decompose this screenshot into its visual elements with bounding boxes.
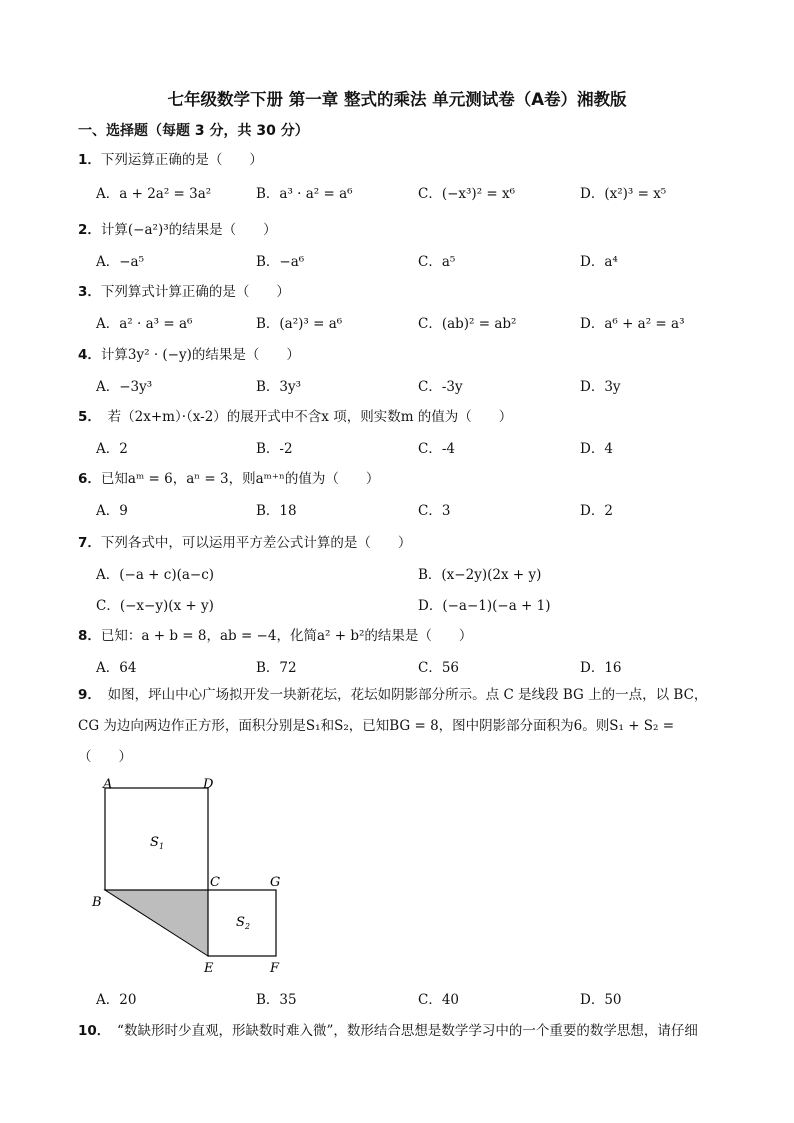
option-a: A．9 xyxy=(96,503,128,519)
question-stem: 若（2x+m）·（x-2）的展开式中不含x 项，则实数m 的值为（ ） xyxy=(94,409,513,425)
option-c: C．56 xyxy=(418,660,460,676)
label-a: A xyxy=(103,777,113,792)
option-a: A．−3y³ xyxy=(96,379,153,395)
label-s1: S xyxy=(150,835,159,850)
question-number: 1． xyxy=(78,152,101,168)
question-9-line-3: （ ） xyxy=(78,749,132,765)
option-b: B．72 xyxy=(256,660,297,676)
question-9-line-1 xyxy=(78,680,748,711)
question-stem: 下列各式中，可以运用平方差公式计算的是（ ） xyxy=(100,535,412,551)
option-d: D．16 xyxy=(580,660,622,676)
shaded-region xyxy=(105,890,208,956)
option-d: D．a⁴ xyxy=(580,254,618,270)
label-f: F xyxy=(270,961,280,976)
option-d: D．50 xyxy=(580,992,622,1008)
question-stem: “数缺形时少直观，形缺数时难入微”，数形结合思想是数学学习中的一个重要的数学思想，请仔细 xyxy=(103,1023,698,1039)
option-c: C．(−x−y)(x + y) xyxy=(96,598,214,614)
question-number: 2． xyxy=(78,222,101,238)
option-d: D．(x²)³ = x⁵ xyxy=(580,186,667,202)
label-s1-subscript: 1 xyxy=(159,842,165,851)
question-3 xyxy=(78,280,290,300)
question-stem: 下列运算正确的是（ ） xyxy=(100,152,263,168)
option-c: C．a⁵ xyxy=(418,254,456,270)
question-stem: 下列算式计算正确的是（ ） xyxy=(100,284,290,300)
section-heading: 一、选择题（每题 3 分，共 30 分） xyxy=(78,123,309,139)
label-g: G xyxy=(270,875,281,890)
question-stem: 计算3y² · (−y)的结果是（ ） xyxy=(100,347,300,363)
option-b: B．a³ · a² = a⁶ xyxy=(256,186,353,202)
label-b: B xyxy=(92,895,102,910)
question-number: 6． xyxy=(78,471,101,487)
question-number: 7． xyxy=(78,535,101,551)
option-b: B．3y³ xyxy=(256,379,302,395)
question-10 xyxy=(78,1019,698,1039)
option-d: D．(−a−1)(−a + 1) xyxy=(418,598,551,614)
option-c: C．-4 xyxy=(418,441,455,457)
question-2 xyxy=(78,218,277,238)
label-s2: S xyxy=(236,915,245,930)
question-8 xyxy=(78,624,472,644)
question-7 xyxy=(78,531,411,551)
geometry-figure xyxy=(88,774,298,980)
label-d: D xyxy=(203,777,214,792)
question-5 xyxy=(78,405,512,425)
question-number: 9． xyxy=(78,687,95,703)
option-c: C．3 xyxy=(418,503,451,519)
question-number: 8． xyxy=(78,628,101,644)
question-9-line-2: CG 为边向两边作正方形，面积分别是S₁和S₂，已知BG = 8，图中阴影部分面积为6。则S₁ + S₂ = xyxy=(78,718,675,734)
option-c: C．(−x³)² = x⁶ xyxy=(418,186,516,202)
question-number: 5． xyxy=(78,409,95,425)
option-b: B．18 xyxy=(256,503,297,519)
page-title: 七年级数学下册 第一章 整式的乘法 单元测试卷（A卷）湘教版 xyxy=(167,90,627,109)
option-b: B．(x−2y)(2x + y) xyxy=(418,567,542,583)
label-c: C xyxy=(210,875,220,890)
label-s2-subscript: 2 xyxy=(245,922,251,931)
option-b: B．(a²)³ = a⁶ xyxy=(256,316,343,332)
option-b: B．-2 xyxy=(256,441,293,457)
question-1 xyxy=(78,148,263,168)
question-stem: 如图，坪山中心广场拟开发一块新花坛，花坛如阴影部分所示。点 C 是线段 BG 上的一点，以 BC， xyxy=(94,687,708,703)
option-a: A．2 xyxy=(96,441,128,457)
question-number: 3． xyxy=(78,284,101,300)
question-4 xyxy=(78,343,300,363)
option-d: D．4 xyxy=(580,441,613,457)
option-b: B．35 xyxy=(256,992,297,1008)
option-d: D．2 xyxy=(580,503,613,519)
question-number: 10． xyxy=(78,1023,104,1039)
label-e: E xyxy=(204,961,214,976)
option-a: A．64 xyxy=(96,660,137,676)
option-a: A．a² · a³ = a⁶ xyxy=(96,316,193,332)
question-stem: 已知：a + b = 8，ab = −4，化简a² + b²的结果是（ ） xyxy=(100,628,473,644)
option-a: A．−a⁵ xyxy=(96,254,145,270)
question-number: 4． xyxy=(78,347,101,363)
option-a: A．a + 2a² = 3a² xyxy=(96,186,212,202)
option-a: A．20 xyxy=(96,992,137,1008)
option-c: C．40 xyxy=(418,992,460,1008)
question-9 xyxy=(78,680,748,773)
question-stem: 计算(−a²)³的结果是（ ） xyxy=(100,222,277,238)
question-6 xyxy=(78,467,379,487)
option-d: D．a⁶ + a² = a³ xyxy=(580,316,685,332)
option-d: D．3y xyxy=(580,379,621,395)
option-a: A．(−a + c)(a−c) xyxy=(96,567,215,583)
option-c: C．(ab)² = ab² xyxy=(418,316,517,332)
question-stem: 已知aᵐ = 6，aⁿ = 3，则aᵐ⁺ⁿ的值为（ ） xyxy=(100,471,380,487)
option-c: C．-3y xyxy=(418,379,463,395)
option-b: B．−a⁶ xyxy=(256,254,305,270)
